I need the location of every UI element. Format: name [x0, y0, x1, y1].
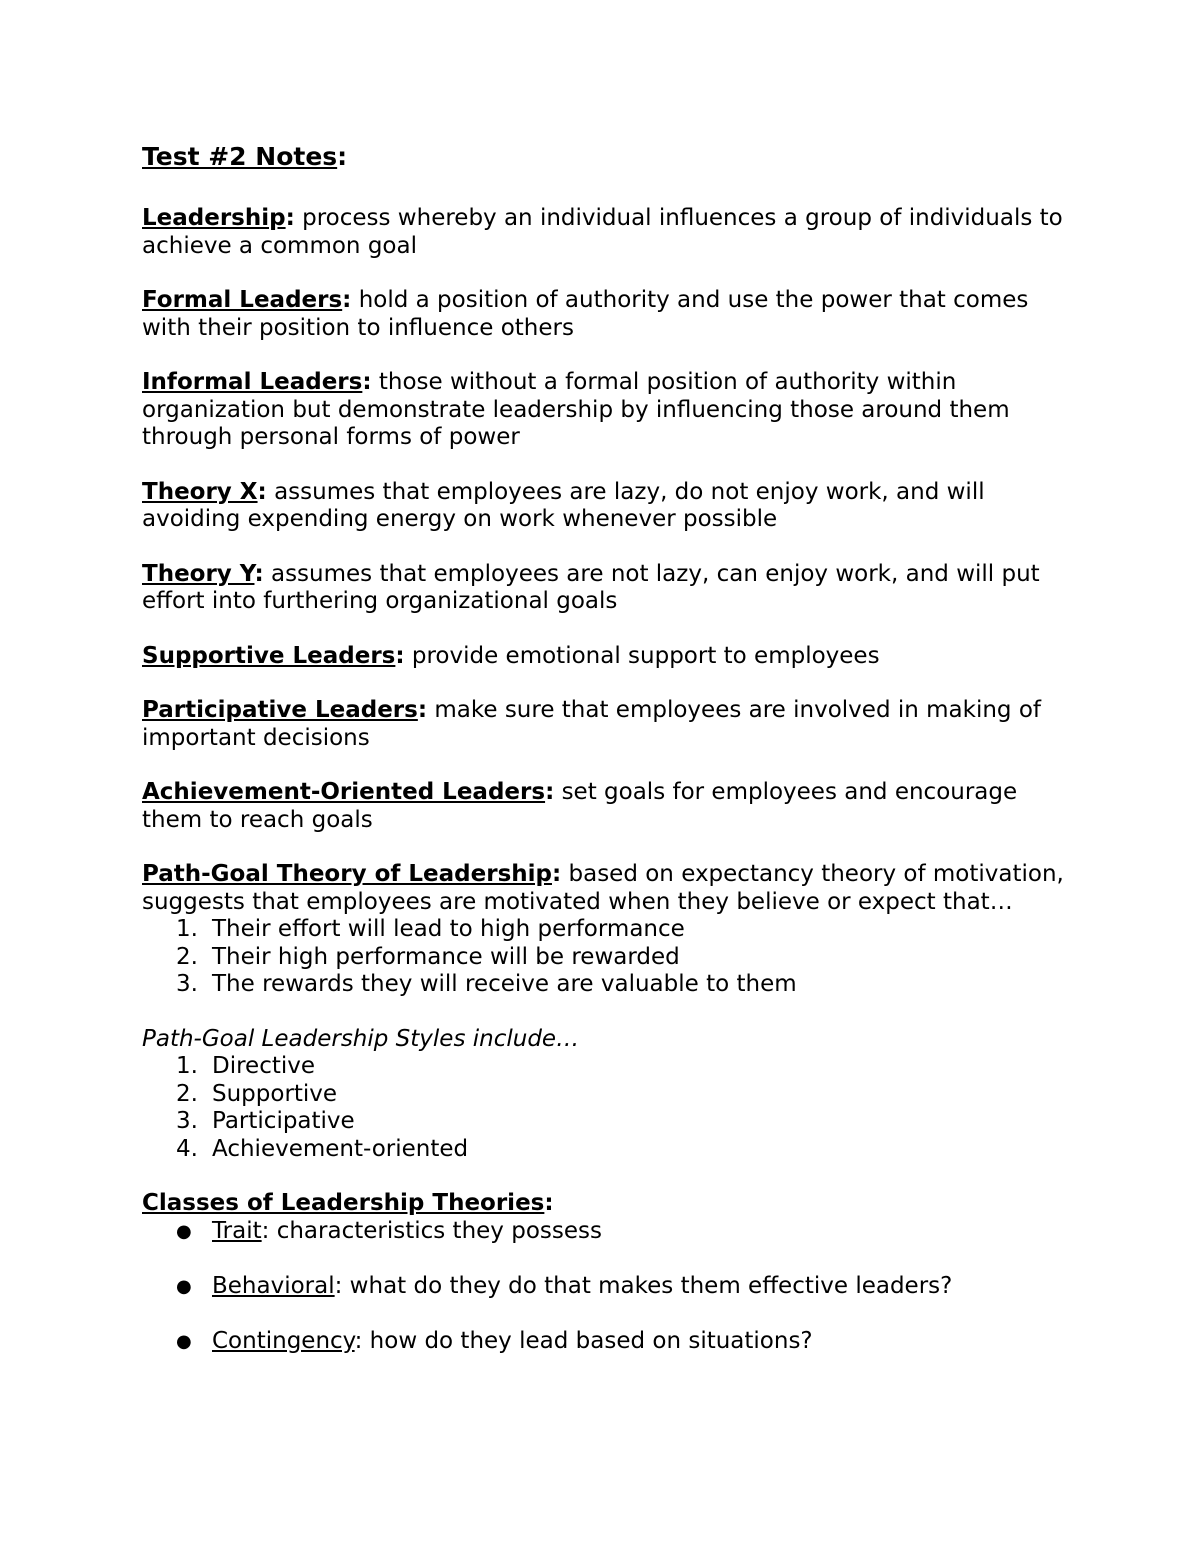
document-page [142, 142, 1072, 1383]
term-label: Supportive Leaders [142, 642, 396, 669]
term-label: Participative Leaders [142, 697, 418, 723]
term-label: Path-Goal Theory of Leadership [142, 861, 552, 887]
bullet-list [142, 1218, 1072, 1356]
list-item: 4. Achievement-oriented [176, 1135, 469, 1162]
section-heading: Path-Goal Leadership Styles include… [142, 1025, 580, 1052]
definition-informal-leaders: Informal Leaders: those without a formal position of authority within organization but demonstrate leadership by influencing those around them through personal forms of power [142, 369, 1010, 450]
definition-formal-leaders: Formal Leaders: hold a position of authority and use the power that comes with their position to influence others [142, 287, 1029, 341]
list-item: 2. Their high performance will be rewarded [176, 943, 680, 970]
definition-supportive-leaders: Supportive Leaders: provide emotional support to employees [142, 642, 880, 669]
page-title: Test #2 Notes: [142, 142, 348, 171]
definition-theory-x: Theory X: assumes that employees are lazy, do not enjoy work, and will avoiding expending energy on work whenever possible [142, 478, 985, 532]
list-item: 3. The rewards they will receive are valuable to them [176, 971, 797, 997]
definition-theory-y: Theory Y: assumes that employees are not lazy, can enjoy work, and will put effort into furthering organizational goals [142, 560, 1040, 614]
definition-text: assumes that employees are lazy, do not enjoy work, and will avoiding expending energy on work whenever possible [142, 478, 985, 532]
term-label: Leadership [142, 205, 286, 231]
definition-text: provide emotional support to employees [411, 642, 880, 669]
definition-text: those without a formal position of authority within organization but demonstrate leadership by influencing those around them through personal forms of power [142, 369, 1010, 450]
list-item: 2. Supportive [176, 1080, 338, 1107]
bullet-icon: ● [176, 1275, 192, 1297]
list-item: ● Behavioral: what do they do that makes them effective leaders? [176, 1272, 953, 1299]
numbered-list [142, 1053, 1072, 1163]
term-label: Theory Y [142, 560, 255, 587]
term-label: Theory X [142, 478, 258, 505]
definition-leadership: Leadership: process whereby an individual influences a group of individuals to achieve a common goal [142, 205, 1063, 259]
definition-text: assumes that employees are not lazy, can enjoy work, and will put effort into furthering organizational goals [142, 560, 1040, 614]
term-label: Informal Leaders [142, 369, 363, 395]
bullet-icon: ● [176, 1330, 192, 1352]
definition-text: set goals for employees and encourage them to reach goals [142, 779, 1018, 833]
definition-text: based on expectancy theory of motivation, suggests that employees are motivated when they believe or expect that… [142, 861, 1064, 915]
definition-text: hold a position of authority and use the power that comes with their position to influence others [142, 287, 1029, 341]
definition-text: process whereby an individual influences a group of individuals to achieve a common goal [142, 205, 1063, 259]
list-item: ● Trait: characteristics they possess [176, 1217, 602, 1244]
definition-achievement-oriented-leaders: Achievement-Oriented Leaders: set goals for employees and encourage them to reach goals [142, 779, 1018, 833]
term-label: Achievement-Oriented Leaders [142, 779, 546, 805]
list-item: ● Contingency: how do they lead based on situations? [176, 1327, 813, 1354]
definition-path-goal-theory: Path-Goal Theory of Leadership: based on expectancy theory of motivation, suggests that employees are motivated when they believe or expect that… 1. Their effort will lead to high performance 2. Their high performance will be rewarded 3. The rewards they will receive are valuable to them [142, 861, 1072, 999]
list-item: 3. Participative [176, 1108, 355, 1134]
list-item: 1. Their effort will lead to high performance [176, 916, 685, 942]
section-heading: Classes of Leadership Theories: [142, 1190, 554, 1216]
definition-participative-leaders: Participative Leaders: make sure that employees are involved in making of important decisions [142, 697, 1041, 751]
list-item: 1. Directive [176, 1053, 316, 1079]
bullet-icon: ● [176, 1220, 192, 1242]
classes-section [142, 1190, 1072, 1355]
numbered-list [142, 916, 1072, 999]
term-label: Formal Leaders [142, 287, 343, 313]
definition-text: make sure that employees are involved in making of important decisions [142, 697, 1041, 751]
leadership-styles-section [142, 1026, 1072, 1164]
